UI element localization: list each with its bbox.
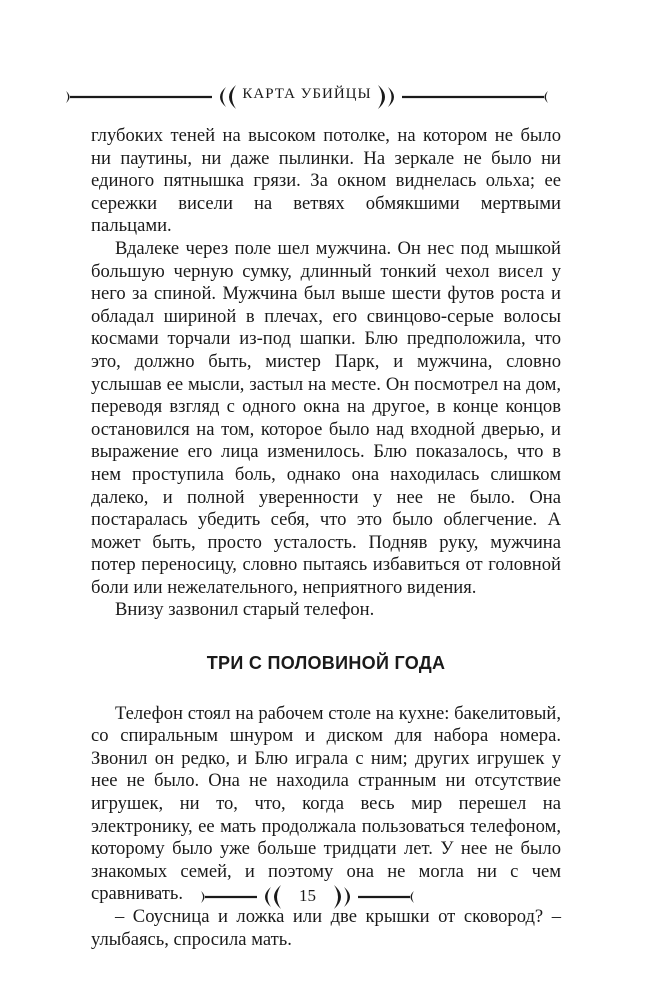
page-body — [91, 125, 561, 951]
paragraph: Телефон стоял на рабочем столе на кухне: бакелитовый, со спиральным шнуром и диском для набора номера. Звонил он редко, и Блю играла с ним; других игрушек у нее не было. Она не находила странным ни отсутствие игрушек, ни то, что, когда весь мир перешел на электронику, ее мать продолжала пользоваться телефоном, которому было уже больше тридцати лет. У нее не было знакомых семей, и поэтому она не могла ни с чем сравнивать. — [91, 702, 561, 905]
section-heading: ТРИ С ПОЛОВИНОЙ ГОДА — [206, 653, 446, 674]
running-header — [60, 82, 554, 112]
paragraph: Вдалеке через поле шел мужчина. Он нес под мышкой большую черную сумку, длинный тонкий чехол висел у него за спиной. Мужчина был выше шести футов роста и обладал шириной в плечах, его свинцово-серые волосы космами торчали из-под шапки. Блю предположила, что это, должно быть, мистер Парк, и мужчина, словно услышав ее мысли, застыл на месте. Он посмотрел на дом, переводя взгляд с одного окна на другое, в конце концов остановился на том, которое было над входной дверью, и выражение его лица изменилось. Блю показалось, что в нем проступила боль, однако она находилась слишком далеко, и полной уверенности у нее не было. Она постаралась убедить себя, что это было облегчение. А может быть, просто усталость. Подняв руку, мужчина потер переносицу, словно пытаясь избавиться от головной боли или нежелательного, неприятного видения. — [91, 237, 561, 598]
page-footer — [195, 882, 420, 912]
paragraph: глубоких теней на высоком потолке, на котором не было ни паутины, ни даже пылинки. На зеркале не было ни единого пятнышка грязи. За окном виднелась ольха; ее сережки висели на ветвях обмякшими мертвыми пальцами. — [91, 125, 561, 237]
running-title: КАРТА УБИЙЦЫ — [242, 86, 372, 102]
paragraph: – Соусница и ложка или две крышки от сковород? – улыбаясь, спросила мать. — [91, 906, 561, 950]
paragraph: Внизу зазвонил старый телефон. — [115, 599, 375, 621]
page-number: 15 — [299, 886, 316, 905]
